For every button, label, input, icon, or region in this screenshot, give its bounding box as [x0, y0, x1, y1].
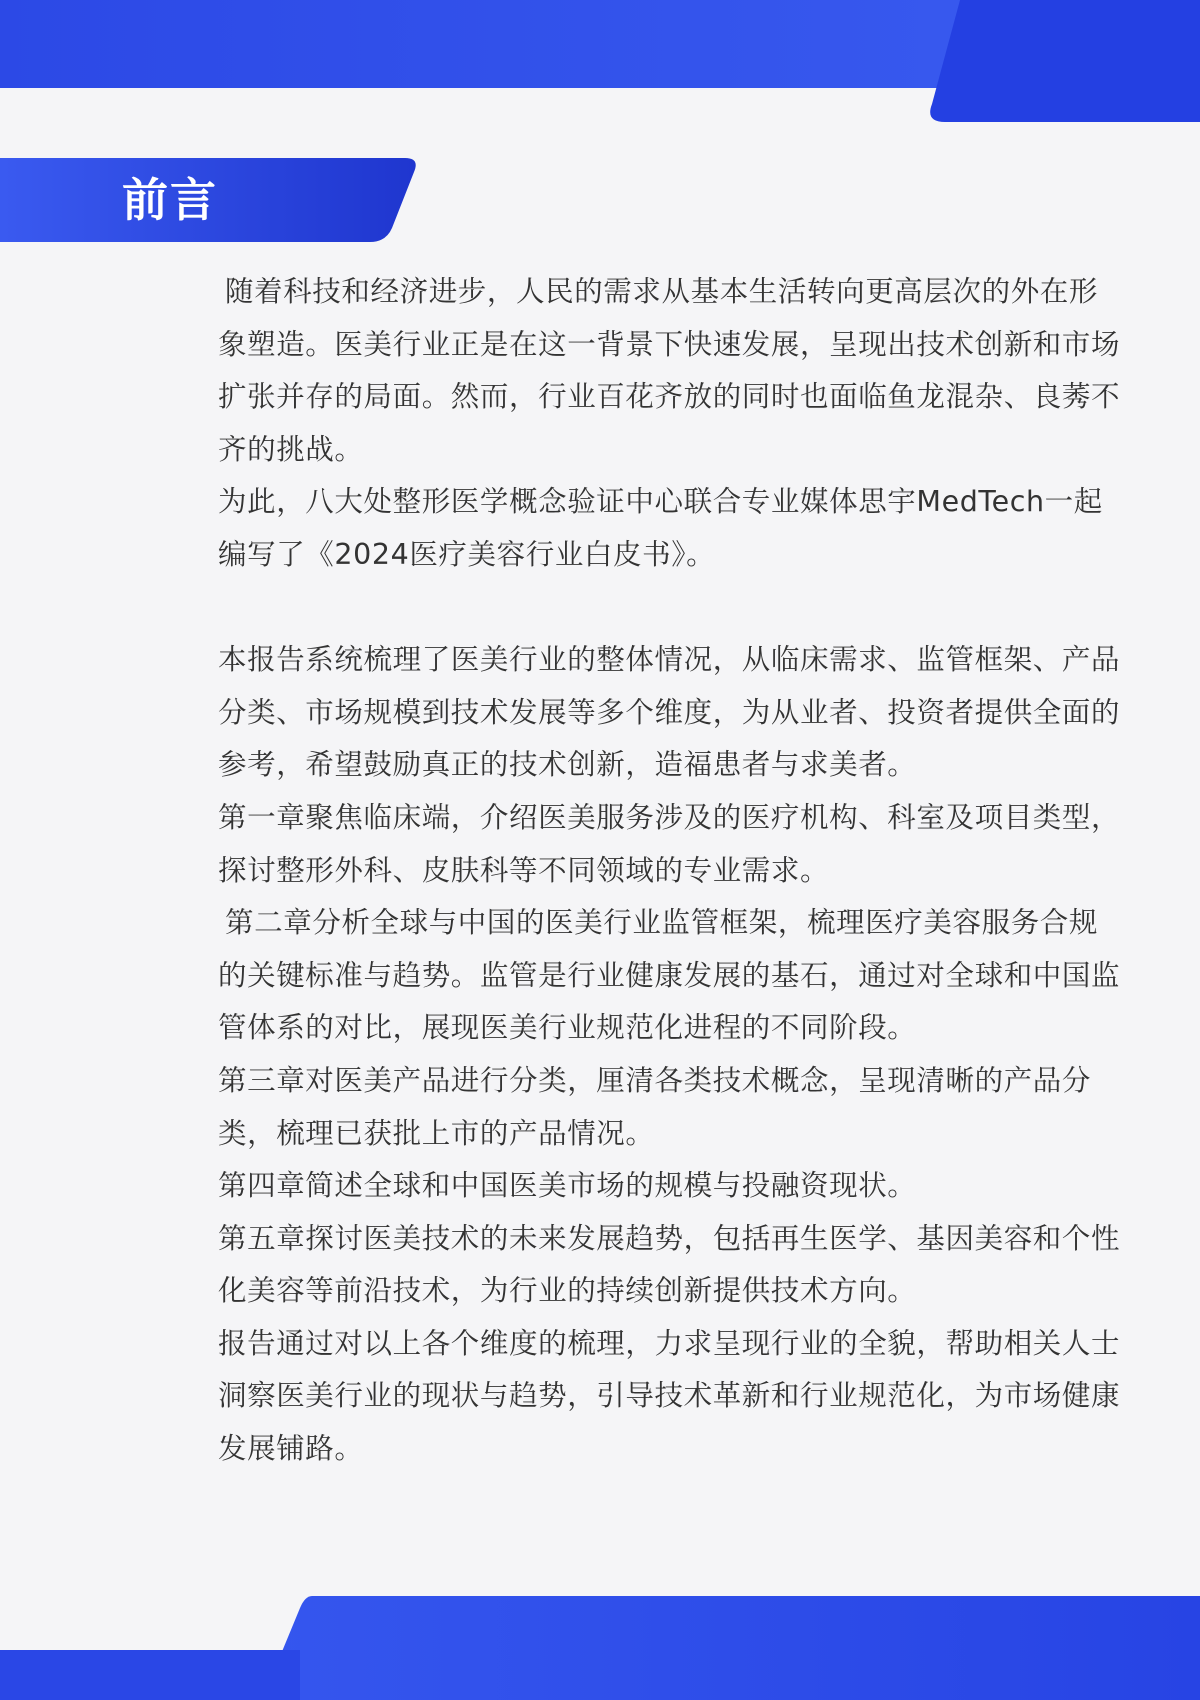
paragraph-intro: 随着科技和经济进步，人民的需求从基本生活转向更高层次的外在形象塑造。医美行业正是在这一背景下快速发展，呈现出技术创新和市场扩张并存的局面。然而，行业百花齐放的同时也面临鱼龙混杂、良莠不齐的挑战。 — [218, 275, 1121, 466]
preface-body — [218, 266, 1124, 1476]
bottom-decorative-band — [0, 1596, 1200, 1700]
paragraph-chapter-4: 第四章简述全球和中国医美市场的规模与投融资现状。 — [218, 1169, 917, 1203]
paragraph-chapter-2: 第二章分析全球与中国的医美行业监管框架，梳理医疗美容服务合规的关键标准与趋势。监管是行业健康发展的基石，通过对全球和中国监管体系的对比，展现医美行业规范化进程的不同阶段。 — [218, 906, 1121, 1045]
paragraph-overview: 本报告系统梳理了医美行业的整体情况，从临床需求、监管框架、产品分类、市场规模到技术发展等多个维度，为从业者、投资者提供全面的参考，希望鼓励真正的技术创新，造福患者与求美者。 — [218, 643, 1121, 782]
paragraph-chapter-1: 第一章聚焦临床端，介绍医美服务涉及的医疗机构、科室及项目类型，探讨整形外科、皮肤科等不同领域的专业需求。 — [218, 800, 1121, 887]
top-decorative-band — [0, 0, 1200, 122]
paragraph-spacer — [218, 582, 1124, 635]
paragraph-chapter-5: 第五章探讨医美技术的未来发展趋势，包括再生医学、基因美容和个性化美容等前沿技术，为行业的持续创新提供技术方向。 — [218, 1221, 1121, 1308]
paragraph-authors: 为此，八大处整形医学概念验证中心联合专业媒体思宇MedTech一起编写了《2024医疗美容行业白皮书》。 — [218, 485, 1103, 571]
section-heading-banner — [0, 158, 420, 242]
paragraph-chapter-3: 第三章对医美产品进行分类，厘清各类技术概念，呈现清晰的产品分类，梳理已获批上市的产品情况。 — [218, 1063, 1092, 1150]
section-title: 前言 — [122, 173, 218, 227]
paragraph-conclusion: 报告通过对以上各个维度的梳理，力求呈现行业的全貌，帮助相关人士洞察医美行业的现状与趋势，引导技术革新和行业规范化，为市场健康发展铺路。 — [218, 1326, 1121, 1466]
